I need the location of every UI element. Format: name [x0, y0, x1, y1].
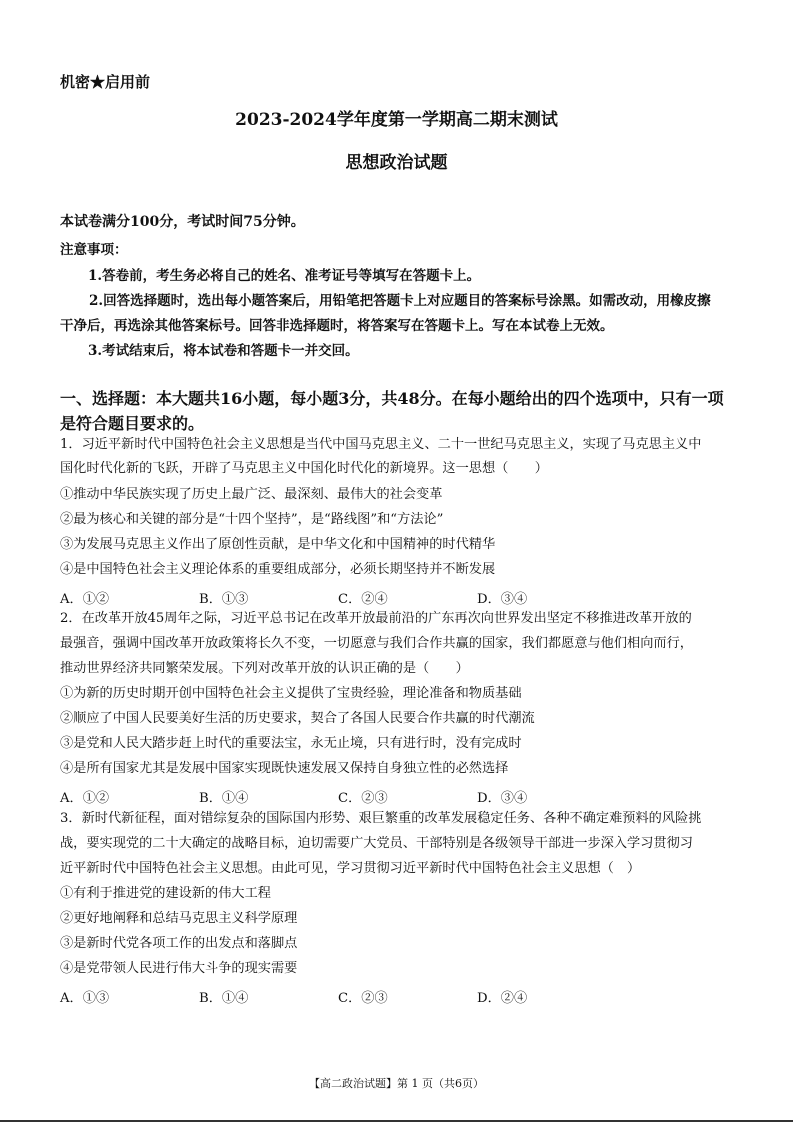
option-c: C．②③: [338, 991, 388, 1006]
statement-item: ①为新的历史时期开创中国特色社会主义提供了宝贵经验，理论准备和物质基础: [60, 686, 522, 701]
option-a: A．①③: [60, 991, 110, 1006]
exam-intro: 本试卷满分100分，考试时间75分钟。: [60, 214, 305, 230]
page-footer: 【高二政治试题】第 1 页（共6页）: [309, 1077, 484, 1090]
notes-heading: 注意事项：: [60, 242, 128, 258]
statement-item: ②最为核心和关键的部分是“十四个坚持”，是“路线图”和“方法论”: [60, 512, 444, 527]
question-stem-line: 最强音，强调中国改革开放政策将长久不变，一切愿意与我们合作共赢的国家，我们都愿意与他们相向而行，: [60, 636, 693, 651]
note-item-2-line-2: 干净后，再选涂其他答案标号。回答非选择题时，将答案写在答题卡上。写在本试卷上无效。: [60, 318, 614, 334]
statement-item: ④是党带领人民进行伟大斗争的现实需要: [60, 961, 298, 976]
question-stem-line: 战，要实现党的二十大确定的战略目标，迫切需要广大党员、干部特别是各级领导干部进一步深入学习贯彻习: [60, 836, 693, 851]
exam-subtitle: 思想政治试题: [345, 153, 448, 173]
statement-item: ③是新时代党各项工作的出发点和落脚点: [60, 936, 298, 951]
note-item-2-line-1: 2.回答选择题时，选出每小题答案后，用铅笔把答题卡上对应题目的答案标号涂黑。如需改动，用橡皮擦: [89, 293, 711, 309]
statement-item: ①有利于推进党的建设新的伟大工程: [60, 886, 271, 901]
section-heading-line-1: 一、选择题：本大题共16小题，每小题3分，共48分。在每小题给出的四个选项中，只有一项: [60, 389, 724, 408]
exam-title: 2023-2024学年度第一学期高二期末测试: [235, 110, 558, 130]
statement-item: ③为发展马克思主义作出了原创性贡献，是中华文化和中国精神的时代精华: [60, 537, 496, 552]
statement-item: ①推动中华民族实现了历史上最广泛、最深刻、最伟大的社会变革: [60, 487, 443, 502]
option-a: A．①②: [60, 592, 110, 607]
option-b: B．①④: [199, 991, 249, 1006]
question-stem-line: 近平新时代中国特色社会主义思想。由此可见，学习贯彻习近平新时代中国特色社会主义思想（ ）: [60, 861, 641, 876]
statement-item: ④是所有国家尤其是发展中国家实现既快速发展又保持自身独立性的必然选择: [60, 761, 509, 776]
statement-item: ③是党和人民大踏步赶上时代的重要法宝，永无止境，只有进行时，没有完成时: [60, 736, 522, 751]
option-c: C．②④: [338, 592, 388, 607]
question-stem-line: 国化时代化新的飞跃，开辟了马克思主义中国化时代化的新境界。这一思想（ ）: [60, 461, 548, 476]
option-d: D．②④: [477, 991, 528, 1006]
statement-item: ②更好地阐释和总结马克思主义科学原理: [60, 911, 298, 926]
option-a: A．①②: [60, 791, 110, 806]
note-item-1: 1.答卷前，考生务必将自己的姓名、准考证号等填写在答题卡上。: [88, 268, 481, 284]
option-c: C．②③: [338, 791, 388, 806]
statement-item: ②顺应了中国人民要美好生活的历史要求，契合了各国人民要合作共赢的时代潮流: [60, 711, 535, 726]
option-d: D．③④: [477, 791, 528, 806]
option-b: B．①③: [199, 592, 249, 607]
section-heading-line-2: 是符合题目要求的。: [60, 414, 205, 433]
note-item-3: 3.考试结束后，将本试卷和答题卡一并交回。: [88, 343, 359, 359]
option-d: D．③④: [477, 592, 528, 607]
statement-item: ④是中国特色社会主义理论体系的重要组成部分，必须长期坚持并不断发展: [60, 562, 496, 577]
question-stem-line: 2．在改革开放45周年之际，习近平总书记在改革开放最前沿的广东再次向世界发出坚定不移推进改革开放的: [60, 611, 692, 626]
question-stem-line: 1．习近平新时代中国特色社会主义思想是当代中国马克思主义、二十一世纪马克思主义，实现了马克思主义中: [60, 437, 702, 452]
question-stem-line: 3．新时代新征程，面对错综复杂的国际国内形势、艰巨繁重的改革发展稳定任务、各种不确定难预料的风险挑: [60, 811, 702, 826]
question-stem-line: 推动世界经济共同繁荣发展。下列对改革开放的认识正确的是（ ）: [60, 661, 469, 676]
confidential-label: 机密★启用前: [60, 73, 151, 91]
option-b: B．①④: [199, 791, 249, 806]
